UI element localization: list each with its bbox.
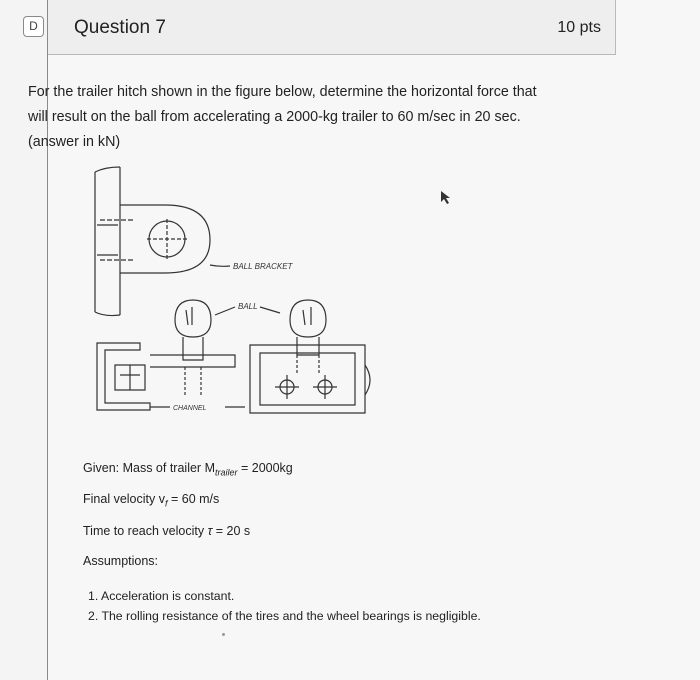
question-points: 10 pts xyxy=(557,19,601,36)
given-mass xyxy=(83,461,293,478)
mouse-cursor-icon xyxy=(438,190,452,206)
given-time-value: = 20 s xyxy=(212,524,251,538)
label-channel: CHANNEL xyxy=(173,405,207,412)
given-mass-subscript: trailer xyxy=(214,467,238,478)
label-ball-bracket: BALL BRACKET xyxy=(233,262,293,271)
question-header xyxy=(48,0,616,55)
assumption-item-2: 2. The rolling resistance of the tires and the wheel bearings is negligible. xyxy=(88,609,481,623)
assumption-item-1: 1. Acceleration is constant. xyxy=(88,589,235,603)
given-mass-label: Given: Mass of trailer M xyxy=(83,461,215,475)
given-time-label: Time to reach velocity xyxy=(83,524,208,538)
question-prompt: For the trailer hitch shown in the figure below, determine the horizontal force that will result on the ball from accelerating a 2000-kg trailer to 60 m/sec in 20 sec. (answer in kN) xyxy=(28,84,537,150)
stray-mark xyxy=(222,633,225,636)
given-velocity xyxy=(83,492,219,509)
given-velocity-value: = 60 m/s xyxy=(167,492,220,506)
given-mass-value: = 2000kg xyxy=(237,461,293,475)
question-title: Question 7 xyxy=(74,17,166,38)
question-status-icon: D xyxy=(23,16,44,37)
given-time-symbol: τ xyxy=(207,524,213,538)
assumptions-heading: Assumptions: xyxy=(83,554,159,568)
label-ball: BALL xyxy=(238,302,258,311)
given-time xyxy=(83,524,250,538)
given-velocity-subscript: f xyxy=(164,498,168,509)
given-velocity-label: Final velocity v xyxy=(83,492,165,506)
trailer-hitch-figure xyxy=(75,165,385,430)
